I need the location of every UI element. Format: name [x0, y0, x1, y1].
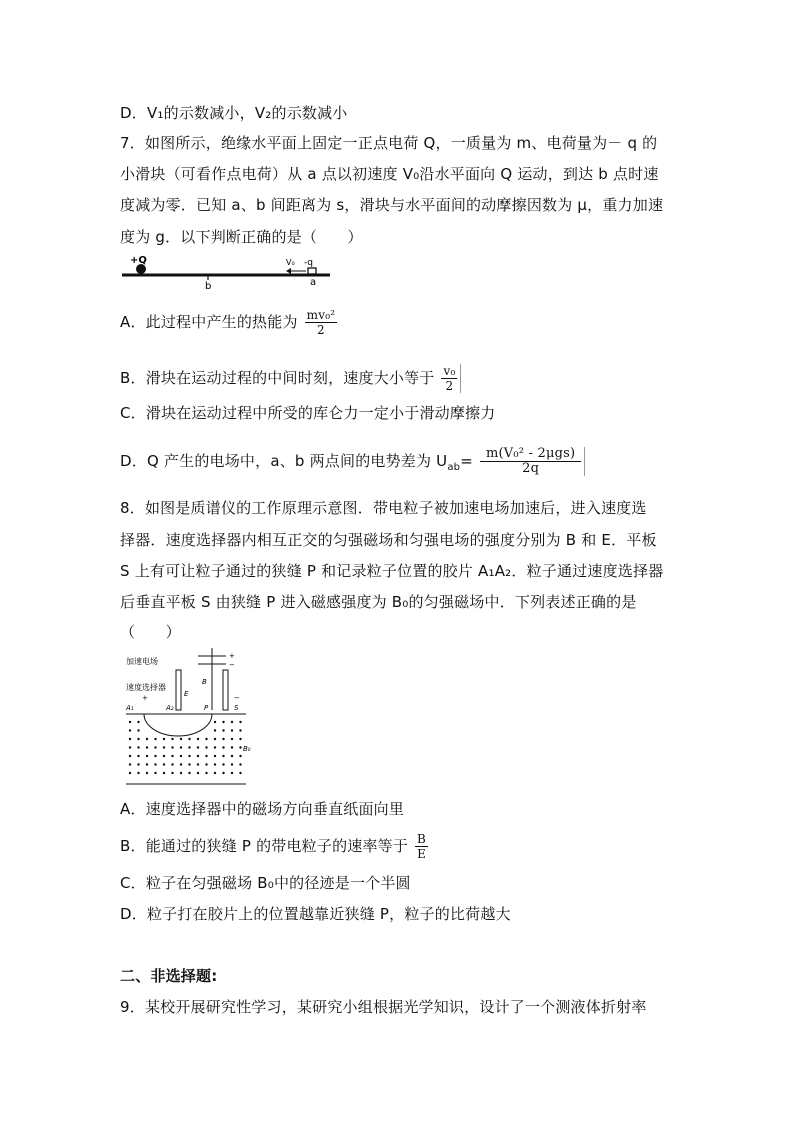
field-dot	[137, 746, 139, 748]
field-dot	[231, 738, 233, 740]
q8-stem-line2: 择器．速度选择器内相互正交的匀强磁场和匀强电场的强度分别为 B 和 E．平板	[120, 531, 657, 549]
field-dot	[137, 721, 139, 723]
q8-label-s: S	[234, 704, 239, 712]
field-dot	[231, 721, 233, 723]
field-dot	[231, 772, 233, 774]
q7-option-b-fraction	[441, 364, 461, 393]
q7-option-a-fraction	[305, 308, 338, 337]
field-dot	[222, 755, 224, 757]
q8-option-d: D．粒子打在胶片上的位置越靠近狭缝 P，粒子的比荷越大	[120, 905, 511, 923]
field-dot	[188, 738, 190, 740]
q8-option-b-text: B．能通过的狭缝 P 的带电粒子的速率等于	[120, 837, 409, 855]
field-dot	[205, 772, 207, 774]
field-dot	[154, 746, 156, 748]
field-dot	[171, 772, 173, 774]
q7-stem-line3: 度减为零．已知 a、b 间距离为 s，滑块与水平面间的动摩擦因数为 μ，重力加速	[120, 196, 664, 214]
field-dot	[222, 772, 224, 774]
field-dot	[163, 755, 165, 757]
field-dot	[137, 772, 139, 774]
q7-option-b-text: B．滑块在运动过程的中间时刻，速度大小等于	[120, 369, 435, 387]
q8-label-minus-top: −	[229, 661, 235, 669]
field-dot	[188, 746, 190, 748]
field-dot	[129, 755, 131, 757]
field-dot	[171, 746, 173, 748]
q7-option-a	[120, 306, 337, 338]
field-dot	[222, 738, 224, 740]
field-dot	[239, 721, 241, 723]
field-dot	[146, 746, 148, 748]
field-dot	[214, 721, 216, 723]
field-dot	[163, 746, 165, 748]
slider-block	[308, 268, 316, 274]
q7-label-charge: -q	[304, 258, 313, 268]
field-dot	[222, 763, 224, 765]
field-dot	[146, 763, 148, 765]
q8-option-b-numerator: B	[417, 832, 427, 846]
q8-stem-line5: （ ）	[120, 623, 181, 641]
q7-stem-line4: 度为 g．以下判断正确的是（ ）	[120, 228, 363, 246]
semicircle-path	[144, 714, 212, 736]
q7-option-b-denominator: 2	[445, 379, 454, 393]
field-dot	[239, 763, 241, 765]
field-dot	[205, 738, 207, 740]
q8-option-b-fraction	[415, 832, 428, 861]
q7-option-b	[120, 362, 461, 394]
q8-label-p: P	[204, 704, 209, 712]
field-dot	[197, 755, 199, 757]
field-dot	[180, 772, 182, 774]
q7-option-a-numerator: mv₀²	[306, 308, 336, 322]
field-dot	[231, 763, 233, 765]
field-dot	[154, 755, 156, 757]
section-heading: 二、非选择题:	[120, 967, 218, 985]
field-dot	[171, 763, 173, 765]
q8-stem-line4: 后垂直平板 S 由狭缝 P 进入磁感强度为 B₀的匀强磁场中．下列表述正确的是	[120, 593, 637, 611]
field-dot	[188, 772, 190, 774]
magnetic-field-dots	[129, 721, 242, 774]
field-dot	[180, 738, 182, 740]
field-dot	[146, 755, 148, 757]
field-dot	[231, 729, 233, 731]
q7-option-c: C．滑块在运动过程中所受的库仑力一定小于滑动摩擦力	[120, 404, 496, 422]
field-dot	[154, 772, 156, 774]
field-dot	[214, 763, 216, 765]
field-dot	[188, 755, 190, 757]
q7-option-d-fraction	[480, 447, 585, 476]
field-dot	[180, 746, 182, 748]
q7-option-d-subscript: ab	[447, 462, 461, 473]
field-dot	[129, 746, 131, 748]
q8-label-b0: B₀	[243, 745, 251, 753]
q8-option-b	[120, 831, 428, 861]
field-dot	[154, 763, 156, 765]
field-dot	[171, 755, 173, 757]
field-dot	[137, 763, 139, 765]
field-dot	[231, 755, 233, 757]
field-dot	[129, 738, 131, 740]
q8-option-a: A．速度选择器中的磁场方向垂直纸面向里	[120, 800, 405, 818]
field-dot	[137, 738, 139, 740]
field-dot	[129, 763, 131, 765]
field-dot	[129, 721, 131, 723]
field-dot	[205, 755, 207, 757]
field-dot	[197, 763, 199, 765]
q7-option-d	[120, 444, 585, 485]
field-dot	[222, 729, 224, 731]
q7-option-d-denominator: 2q	[522, 461, 540, 476]
q8-label-a1: A₁	[126, 704, 134, 712]
q7-stem-line1: 7．如图所示，绝缘水平面上固定一正点电荷 Q，一质量为 m、电荷量为－ q 的	[120, 134, 658, 152]
q7-option-d-equals: =	[460, 452, 474, 470]
field-dot	[197, 772, 199, 774]
q8-stem-line1: 8．如图是质谱仪的工作原理示意图．带电粒子被加速电场加速后，进入速度选	[120, 499, 647, 517]
field-dot	[222, 721, 224, 723]
selector-plate-left	[176, 670, 181, 710]
q7-label-v0: V₀	[286, 258, 295, 267]
q8-label-a2: A₂	[166, 704, 174, 712]
q7-option-d-numerator: m(V₀² - 2μgs)	[480, 447, 581, 462]
q8-option-c: C．粒子在匀强磁场 B₀中的径迹是一个半圆	[120, 874, 411, 892]
q7-label-a: a	[310, 277, 317, 288]
field-dot	[146, 772, 148, 774]
q7-figure	[118, 255, 338, 291]
field-dot	[239, 755, 241, 757]
field-dot	[231, 746, 233, 748]
field-dot	[163, 738, 165, 740]
q7-label-b: b	[205, 281, 212, 291]
field-dot	[146, 738, 148, 740]
q8-stem-line3: S 上有可让粒子通过的狭缝 P 和记录粒子位置的胶片 A₁A₂．粒子通过速度选择器	[120, 562, 664, 580]
field-dot	[129, 772, 131, 774]
field-dot	[188, 763, 190, 765]
field-dot	[137, 729, 139, 731]
field-dot	[171, 738, 173, 740]
field-dot	[239, 738, 241, 740]
q8-label-minus-right: −	[234, 694, 240, 702]
q8-label-selector: 速度选择器	[126, 683, 166, 692]
q7-option-a-denominator: 2	[317, 323, 325, 337]
q8-label-b: B	[202, 678, 207, 686]
field-dot	[205, 763, 207, 765]
field-dot	[239, 772, 241, 774]
field-dot	[154, 738, 156, 740]
field-dot	[239, 729, 241, 731]
field-dot	[214, 729, 216, 731]
field-dot	[163, 772, 165, 774]
q7-option-d-text: D．Q 产生的电场中，a、b 两点间的电势差为 U	[120, 452, 448, 470]
field-dot	[197, 746, 199, 748]
q8-option-b-denominator: E	[417, 847, 427, 861]
q8-label-plus-top: +	[229, 652, 235, 660]
field-dot	[129, 729, 131, 731]
field-dot	[222, 746, 224, 748]
field-dot	[205, 746, 207, 748]
arrow-head-icon	[286, 268, 291, 274]
q8-label-plus-left: +	[142, 694, 148, 702]
field-dot	[180, 763, 182, 765]
field-dot	[214, 746, 216, 748]
q8-figure	[118, 648, 258, 786]
q7-stem-line2: 小滑块（可看作点电荷）从 a 点以初速度 V₀沿水平面向 Q 运动，到达 b 点时速	[120, 165, 659, 183]
field-dot	[214, 755, 216, 757]
q7-option-b-numerator: v₀	[443, 364, 456, 378]
q7-label-q: +Q	[130, 255, 147, 266]
field-dot	[214, 738, 216, 740]
field-dot	[180, 755, 182, 757]
q8-label-accel: 加速电场	[126, 657, 158, 666]
field-dot	[163, 763, 165, 765]
q7-option-a-text: A．此过程中产生的热能为	[120, 313, 298, 331]
field-dot	[137, 755, 139, 757]
q6-option-d: D．V₁的示数减小，V₂的示数减小	[120, 104, 348, 122]
field-dot	[239, 746, 241, 748]
q8-label-e: E	[184, 690, 189, 698]
q9-stem-line1: 9．某校开展研究性学习，某研究小组根据光学知识，设计了一个测液体折射率	[120, 998, 647, 1016]
selector-plate-right	[223, 670, 228, 710]
field-dot	[197, 738, 199, 740]
field-dot	[214, 772, 216, 774]
